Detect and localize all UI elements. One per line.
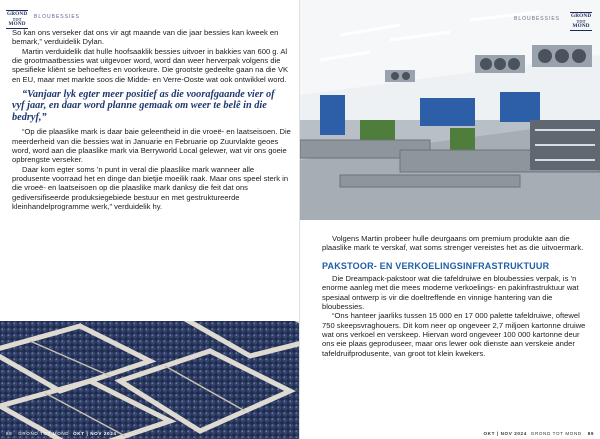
body-paragraph: “Ons hanteer jaarliks tussen 15 000 en 17 000 palette tafeldruiwe, oftewel 750 skeepsvraghouers. Dit kom neer op ongeveer 2,7 miljoen kartonne druiwe wat ons verkoel en verskeep. Hiervan word ongeveer 100 000 kartonne deur ons eie plaas geproduseer, maar ons lewer ook dienste aan verskeie ander tafeldruifprodusente, van groot tot klein kwekers. (322, 311, 586, 358)
body-paragraph: “Op die plaaslike mark is daar baie geleentheid in die vroeë- en laatseisoen. Die meerderheid van die bessies wat in Januarie en Februarie op Zuurvlakte geoes word, word aan die plaaslike mark via Berryworld Local gelewer, wat vir ons goeie opbrengste verseker. (12, 127, 291, 165)
body-paragraph: Die Dreampack-pakstoor wat die tafeldruiwe en bloubessies verpak, is ’n enorme aanleg met die mees moderne verkoelings- en pakinfrastruktuur wat spesiaal ontwerp is vir die doeltreffende en vinnige hantering van die bloubessies. (322, 274, 579, 312)
body-paragraph: Daar kom egter soms ’n punt in veral die plaaslike mark wanneer alle produsente voorraad het en dinge dan bietjie moeilik raak. Maar ons speel sterk in die vroeë- en laatseisoen op die plaaslike mark danksy die feit dat ons gediversifiseerde produksiegebiede bestuur en met gestruktureerde kleinhandelprogramme werk,” verduidelik hy. (12, 164, 289, 212)
section-label: BLOUBESSIES (34, 14, 81, 20)
magazine-logo: GROND TOT MOND (7, 11, 28, 27)
page-number: 88 (6, 431, 13, 436)
blueberry-crates-illustration (0, 321, 300, 439)
right-footer (483, 431, 594, 436)
body-paragraph: Volgens Martin probeer hulle deurgaans om premium produkte aan die plaaslike mark te verskaf, wat soms strenger vereistes het as die uitvoermark. (322, 234, 584, 253)
footer-publication: GROND TOT MOND (530, 431, 582, 436)
left-footer (6, 431, 117, 436)
pull-quote: “Vanjaar lyk egter meer positief as die voorafgaande vier of vyf jaar, en daar word planne gemaak om weer te belê in die bedryf,” (12, 89, 275, 123)
packhouse-illustration (300, 0, 600, 220)
footer-issue: OKT | NOV 2024 (483, 431, 527, 436)
section-heading: PAKSTOOR- EN VERKOELINGSINFRASTRUKTUUR (322, 260, 550, 271)
blueberry-crates-photo (0, 321, 300, 439)
right-page (300, 0, 600, 439)
body-paragraph: So kan ons verseker dat ons vir agt maande van die jaar bessies kan kweek en bemark,” verduidelik Dylan. (12, 28, 279, 47)
right-magazine-logo: GROND TOT MOND (571, 13, 592, 29)
body-paragraph: Martin verduidelik dat hulle hoofsaaklik bessies uitvoer in bakkies van 600 g. Al die grootmaatbessies wat uitgevoer word, word dan weer herverpak volgens die spesifieke kliënt se behoeftes en voorkeure. Die grootste gedeelte gaan na die VK en EU, maar met markte soos die Midde- en Verre-Ooste wat ook ontwikkel word. (12, 46, 289, 84)
right-body-column (322, 234, 590, 358)
page-number: 89 (587, 431, 594, 436)
footer-publication: GROND TOT MOND (18, 431, 70, 436)
left-body-column (12, 28, 292, 211)
right-section-label: BLOUBESSIES (514, 16, 561, 22)
packhouse-photo (300, 0, 600, 220)
footer-issue: OKT | NOV 2024 (73, 431, 117, 436)
